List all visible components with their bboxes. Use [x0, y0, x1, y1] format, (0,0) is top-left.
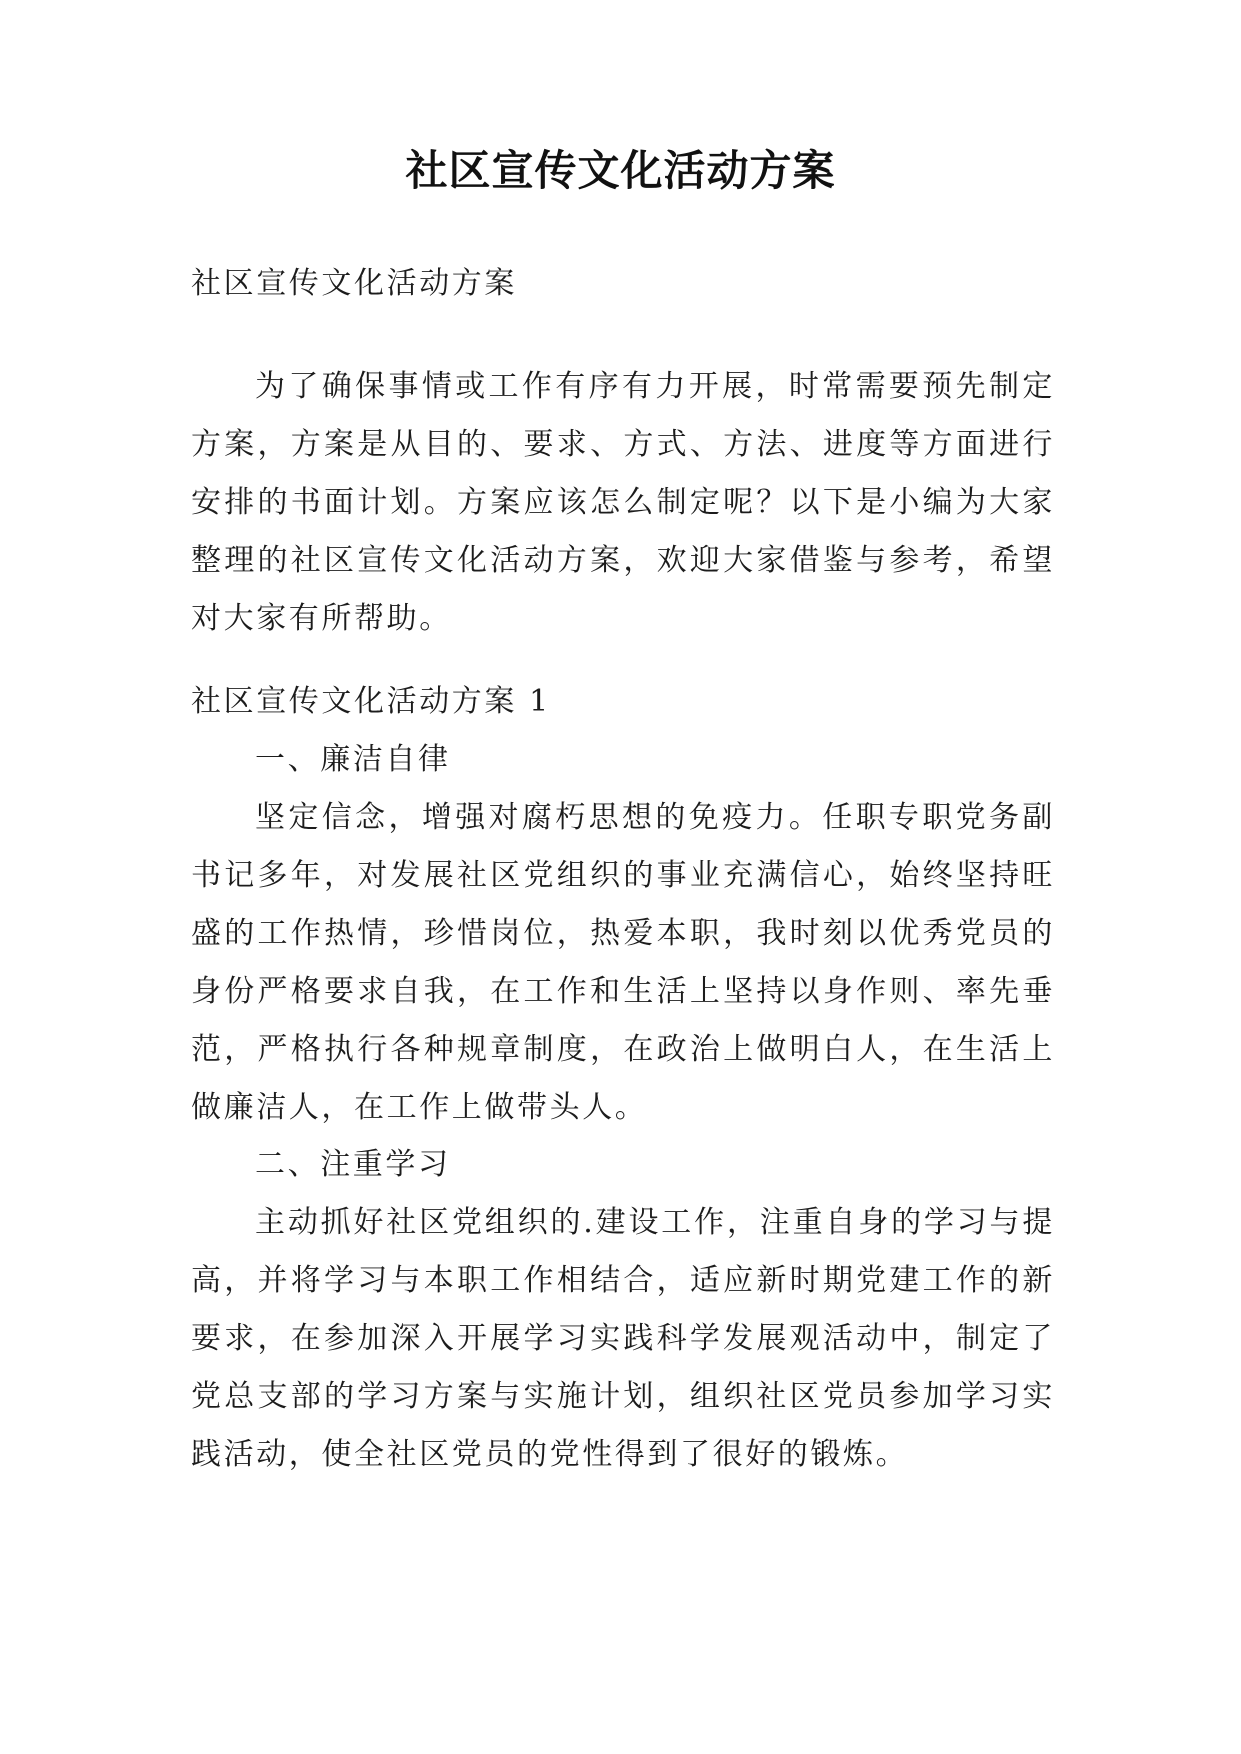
part1-paragraph: 坚定信念，增强对腐朽思想的免疫力。任职专职党务副书记多年，对发展社区党组织的事业充满信心，始终坚持旺盛的工作热情，珍惜岗位，热爱本职，我时刻以优秀党员的身份严格要求自我，在工作和生活上坚持以身作则、率先垂范，严格执行各种规章制度，在政治上做明白人，在生活上做廉洁人，在工作上做带头人。	[191, 800, 1055, 1125]
section-heading: 社区宣传文化活动方案 1	[191, 684, 551, 719]
document-subtitle: 社区宣传文化活动方案	[191, 266, 517, 301]
document-title: 社区宣传文化活动方案	[405, 146, 836, 195]
intro-paragraph: 为了确保事情或工作有序有力开展，时常需要预先制定方案，方案是从目的、要求、方式、方法、进度等方面进行安排的书面计划。方案应该怎么制定呢？以下是小编为大家整理的社区宣传文化活动方案，欢迎大家借鉴与参考，希望对大家有所帮助。	[191, 369, 1055, 636]
part2-paragraph: 主动抓好社区党组织的.建设工作，注重自身的学习与提高，并将学习与本职工作相结合，适应新时期党建工作的新要求，在参加深入开展学习实践科学发展观活动中，制定了党总支部的学习方案与实施计划，组织社区党员参加学习实践活动，使全社区党员的党性得到了很好的锻炼。	[191, 1205, 1055, 1472]
part2-heading: 二、注重学习	[255, 1147, 451, 1182]
part1-heading: 一、廉洁自律	[255, 742, 451, 777]
